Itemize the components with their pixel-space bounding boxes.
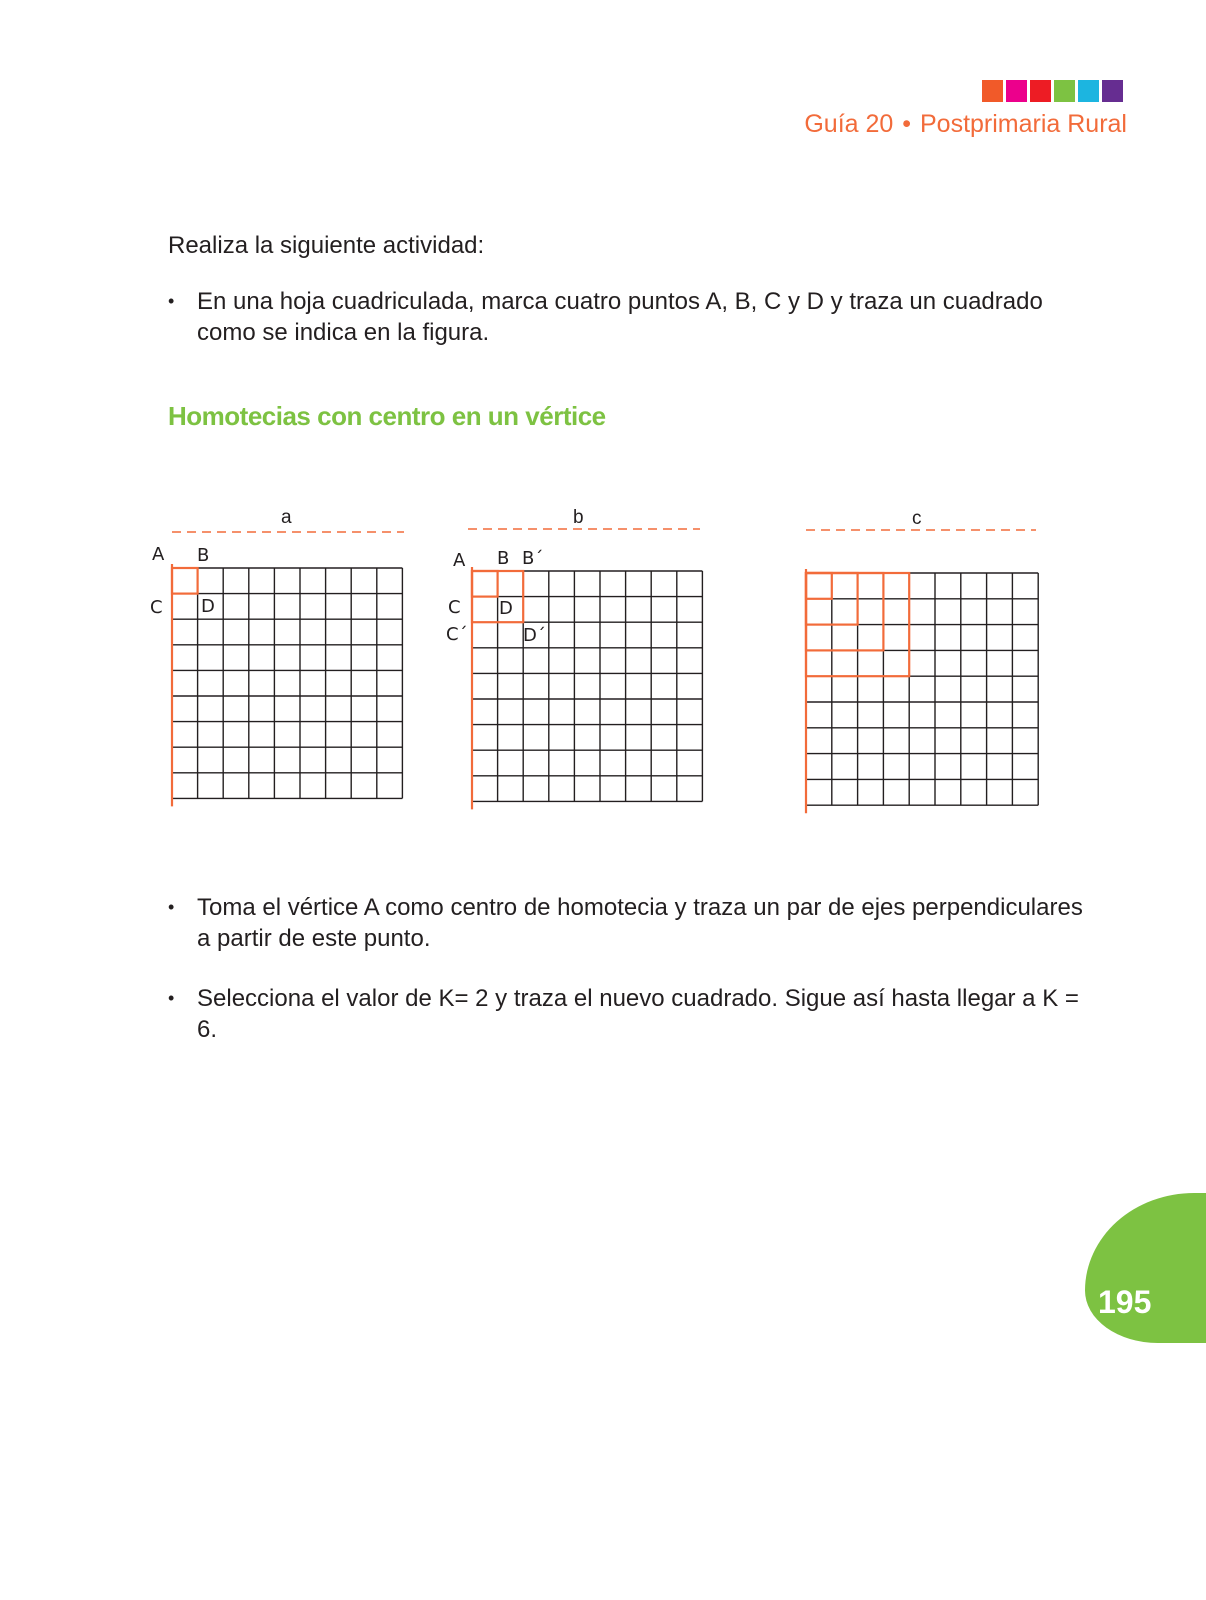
bullet-item [168, 983, 1088, 1045]
section-title: Homotecias con centro en un vértice [168, 401, 606, 431]
point-label-a: A [152, 544, 165, 565]
point-label-d: D [201, 596, 215, 617]
point-label-c: C [150, 597, 163, 618]
point-label-c-prime: C´ [446, 624, 468, 645]
figure-label-b: b [573, 507, 584, 528]
homothetic-square [172, 568, 198, 594]
homothetic-square [472, 571, 498, 597]
program-label: Postprimaria Rural [919, 110, 1127, 138]
bullet-item [168, 892, 1088, 954]
point-label-c: C [448, 597, 461, 618]
point-label-b: B [197, 545, 210, 566]
page-number: 195 [1098, 1284, 1152, 1320]
bullet-mark: • [168, 897, 175, 917]
bullet-text: En una hoja cuadriculada, marca cuatro puntos A, B, C y D y traza un cuadrado como se indica en la figura. [197, 288, 1043, 346]
figure-label-a: a [281, 507, 292, 528]
bullet-mark: • [168, 988, 175, 1008]
bullet-mark: • [168, 291, 175, 311]
header-separator: • [902, 110, 912, 138]
homothetic-square [806, 573, 832, 599]
figure-label-c: c [912, 508, 922, 529]
bullet-text: Toma el vértice A como centro de homotecia y traza un par de ejes perpendiculares a partir de este punto. [197, 894, 1083, 952]
point-label-a: A [453, 550, 466, 571]
point-label-d: D [499, 598, 513, 619]
point-label-b-prime: B´ [522, 548, 544, 569]
point-label-d-prime: D´ [523, 625, 546, 646]
point-label-b: B [497, 548, 510, 569]
guide-label: Guía 20 [804, 110, 894, 138]
homothetic-square [806, 573, 883, 650]
bullet-text: Selecciona el valor de K= 2 y traza el nuevo cuadrado. Sigue así hasta llegar a K = 6. [197, 985, 1079, 1043]
intro-text: Realiza la siguiente actividad: [168, 232, 485, 259]
